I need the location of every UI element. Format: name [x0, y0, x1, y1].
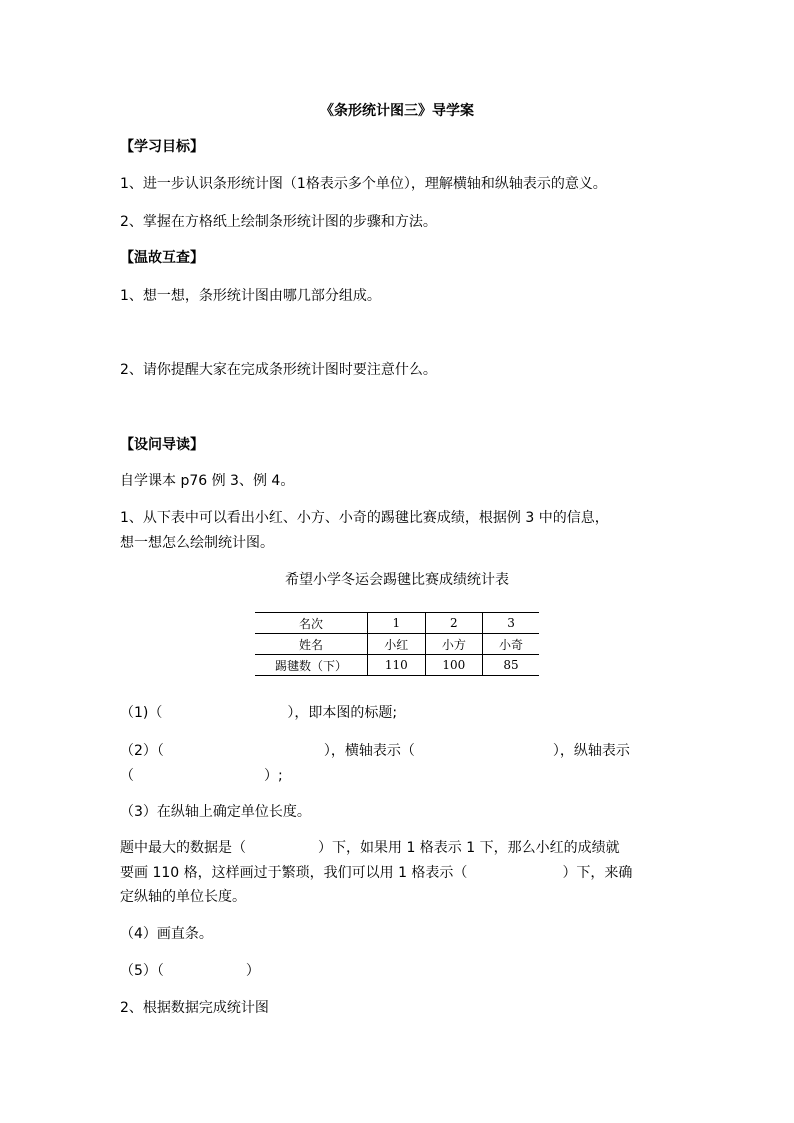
table-title: 希望小学冬运会踢毽比赛成绩统计表 [285, 572, 509, 588]
blank-mid: ），横轴表示（ [323, 743, 415, 759]
table-cell: 名次 [255, 613, 368, 634]
table-cell: 1 [368, 613, 426, 634]
table-row [255, 613, 539, 634]
step-4: （4）画直条。 [120, 926, 213, 942]
self-study-line: 自学课本 p76 例 3、例 4。 [120, 473, 295, 489]
blank-close: ），即本图的标题; [287, 705, 398, 721]
fill-blank-2 [120, 742, 630, 760]
review-heading: 【温故互查】 [120, 250, 204, 266]
step-3: （3）在纵轴上确定单位长度。 [120, 804, 311, 820]
score-table [255, 612, 539, 676]
question-1-line-2: 想一想怎么绘制统计图。 [120, 535, 274, 551]
table-cell: 姓名 [255, 634, 368, 655]
step-3-text-line-1 [120, 839, 620, 857]
step-5 [120, 962, 260, 980]
table-cell: 2 [425, 613, 483, 634]
text-span: 要画 110 格，这样画过于繁琐，我们可以用 1 格表示（ [120, 865, 468, 881]
review-item: 1、想一想，条形统计图由哪几部分组成。 [120, 288, 381, 304]
table-cell: 踢毽数（下） [255, 655, 368, 676]
blank-end: ），纵轴表示 [552, 743, 630, 759]
table-row [255, 655, 539, 676]
fill-blank-1 [120, 704, 397, 722]
blank-open: （1)（ [120, 705, 163, 721]
blank-open: （2）（ [120, 743, 164, 759]
text-span: 题中最大的数据是（ [120, 840, 246, 856]
question-1-line-1: 1、从下表中可以看出小红、小方、小奇的踢毽比赛成绩，根据例 3 中的信息， [120, 510, 609, 526]
question-2: 2、根据数据完成统计图 [120, 1000, 269, 1016]
table-cell: 110 [368, 655, 426, 676]
table-row [255, 634, 539, 655]
table-cell: 3 [483, 613, 539, 634]
blank-close: ）; [264, 768, 283, 784]
blank-open: （ [120, 768, 134, 784]
text-span: ）下，如果用 1 格表示 1 下，那么小红的成绩就 [318, 840, 620, 856]
blank-close: ） [245, 963, 260, 979]
fill-blank-2b [120, 767, 283, 785]
step-3-text-line-3: 定纵轴的单位长度。 [120, 889, 246, 905]
document-title: 《条形统计图三》导学案 [320, 103, 474, 119]
table-cell: 100 [425, 655, 483, 676]
table-cell: 小红 [368, 634, 426, 655]
step-3-text-line-2 [120, 864, 632, 882]
guide-heading: 【设问导读】 [120, 437, 204, 453]
table-cell: 小方 [425, 634, 483, 655]
review-item: 2、请你提醒大家在完成条形统计图时要注意什么。 [120, 362, 437, 378]
objectives-heading: 【学习目标】 [120, 139, 204, 155]
table-cell: 85 [483, 655, 539, 676]
objective-item: 2、掌握在方格纸上绘制条形统计图的步骤和方法。 [120, 214, 437, 230]
blank-open: （5）（ [120, 963, 164, 979]
text-span: ）下，来确 [562, 865, 633, 881]
objective-item: 1、进一步认识条形统计图（1格表示多个单位），理解横轴和纵轴表示的意义。 [120, 176, 607, 192]
table-cell: 小奇 [483, 634, 539, 655]
